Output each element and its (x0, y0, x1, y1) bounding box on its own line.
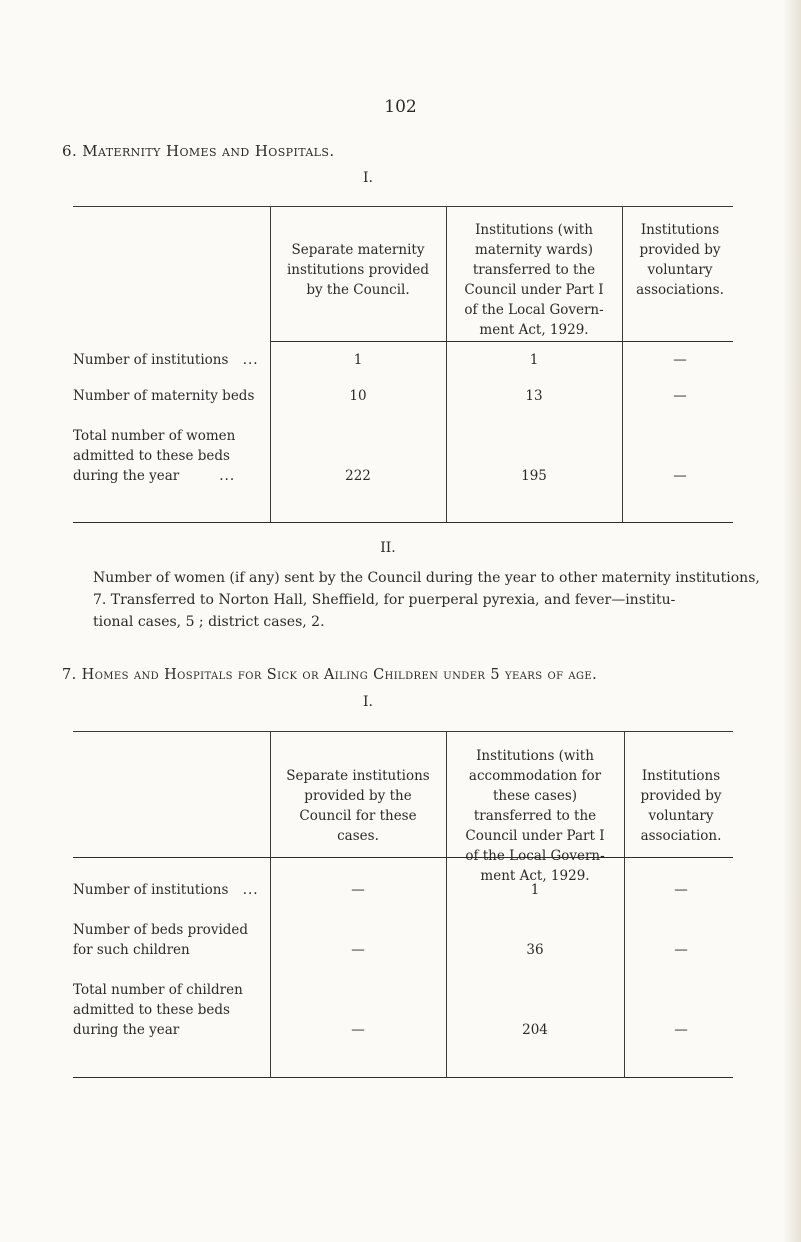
header-line: maternity wards) (475, 242, 593, 258)
column-divider (446, 731, 447, 1077)
header-line: Institutions (640, 222, 720, 238)
column-divider (446, 206, 447, 522)
page-number: 102 (384, 97, 417, 117)
header-line: provided by (640, 788, 722, 804)
header-line: Separate institutions (286, 768, 430, 784)
column-divider (624, 731, 625, 1077)
table-cell: 222 (345, 468, 371, 484)
paragraph-line: Number of women (if any) sent by the Council during the year to other maternity institutions, (93, 570, 760, 586)
table-bottom-rule (73, 522, 733, 523)
leader-dots: ... (242, 352, 259, 368)
table-cell: 204 (522, 1022, 548, 1038)
table-cell: 1 (353, 352, 363, 368)
table-top-rule (73, 206, 733, 207)
header-line: transferred to the (473, 808, 597, 824)
column-divider (270, 206, 271, 522)
table-cell: — (351, 1022, 365, 1038)
paragraph-line: 7. Transferred to Norton Hall, Sheffield, for puerperal pyrexia, and fever—institu- (93, 592, 676, 608)
section-6-heading: 6. Maternity Homes and Hospitals. (62, 142, 335, 160)
header-line: Council under Part I (464, 282, 604, 298)
section-6-part-1-label: I. (363, 170, 373, 186)
header-line: association. (640, 828, 722, 844)
table-cell: 13 (525, 388, 543, 404)
row-label-number-of-maternity-beds: Number of maternity beds (73, 388, 255, 404)
header-line: provided by (639, 242, 721, 258)
table-cell: 195 (521, 468, 547, 484)
table-cell: 10 (349, 388, 367, 404)
table-cell: — (351, 942, 365, 958)
table-cell: 1 (530, 882, 540, 898)
section-7-part-1-label: I. (363, 694, 373, 710)
column-header-voluntary-association (626, 766, 736, 846)
table-top-rule (73, 731, 733, 732)
header-line: of the Local Govern- (464, 302, 604, 318)
column-header-separate-maternity (272, 240, 444, 300)
paragraph-line: tional cases, 5 ; district cases, 2. (93, 614, 325, 630)
leader-dots: ... (219, 468, 236, 484)
header-line: these cases) (492, 788, 578, 804)
section-7-heading: 7. Homes and Hospitals for Sick or Ailing Children under 5 years of age. (62, 667, 598, 683)
row-label-number-of-beds: Number of beds provided for such children (73, 922, 249, 958)
header-line: associations. (636, 282, 724, 298)
header-line: Separate maternity (291, 242, 425, 258)
column-header-voluntary-associations (624, 220, 736, 300)
table-cell: — (351, 882, 365, 898)
header-line: of the Local Govern- (465, 848, 605, 864)
table-header-rule (270, 341, 733, 342)
header-line: transferred to the (472, 262, 596, 278)
row-label-number-of-institutions: Number of institutions ... (73, 882, 259, 898)
table-cell: — (673, 388, 687, 404)
header-line: Institutions (with (475, 222, 593, 238)
header-line: voluntary (647, 262, 713, 278)
leader-dots: ... (242, 882, 259, 898)
column-header-transferred-institutions (448, 746, 622, 886)
table-cell: — (674, 942, 688, 958)
table-header-rule (73, 857, 733, 858)
header-line: Council for these (299, 808, 417, 824)
table-cell: 36 (526, 942, 544, 958)
section-6-part-2-label: II. (380, 540, 396, 556)
column-divider (622, 206, 623, 522)
table-cell: — (674, 1022, 688, 1038)
row-label-total-children-admitted: Total number of children admitted to these beds during the year (73, 982, 243, 1038)
column-header-transferred-institutions (448, 220, 620, 340)
table-cell: — (673, 468, 687, 484)
row-label-total-women-admitted: Total number of women admitted to these beds during the year ... (73, 428, 236, 484)
header-line: institutions provided (286, 262, 430, 278)
column-divider (270, 731, 271, 1077)
header-line: by the Council. (306, 282, 410, 298)
header-line: Institutions (with (476, 748, 594, 764)
table-cell: — (674, 882, 688, 898)
header-line: ment Act, 1929. (479, 322, 589, 338)
header-line: accommodation for (468, 768, 602, 784)
table-cell: 1 (529, 352, 539, 368)
row-label-number-of-institutions: Number of institutions ... (73, 352, 259, 368)
header-line: Council under Part I (465, 828, 605, 844)
header-line: ment Act, 1929. (480, 868, 590, 884)
header-line: cases. (337, 828, 379, 844)
table-bottom-rule (73, 1077, 733, 1078)
header-line: provided by the (304, 788, 412, 804)
page-edge-shadow (783, 0, 801, 1242)
table-cell: — (673, 352, 687, 368)
header-line: Institutions (641, 768, 721, 784)
header-line: voluntary (648, 808, 714, 824)
column-header-separate-institutions (272, 766, 444, 846)
